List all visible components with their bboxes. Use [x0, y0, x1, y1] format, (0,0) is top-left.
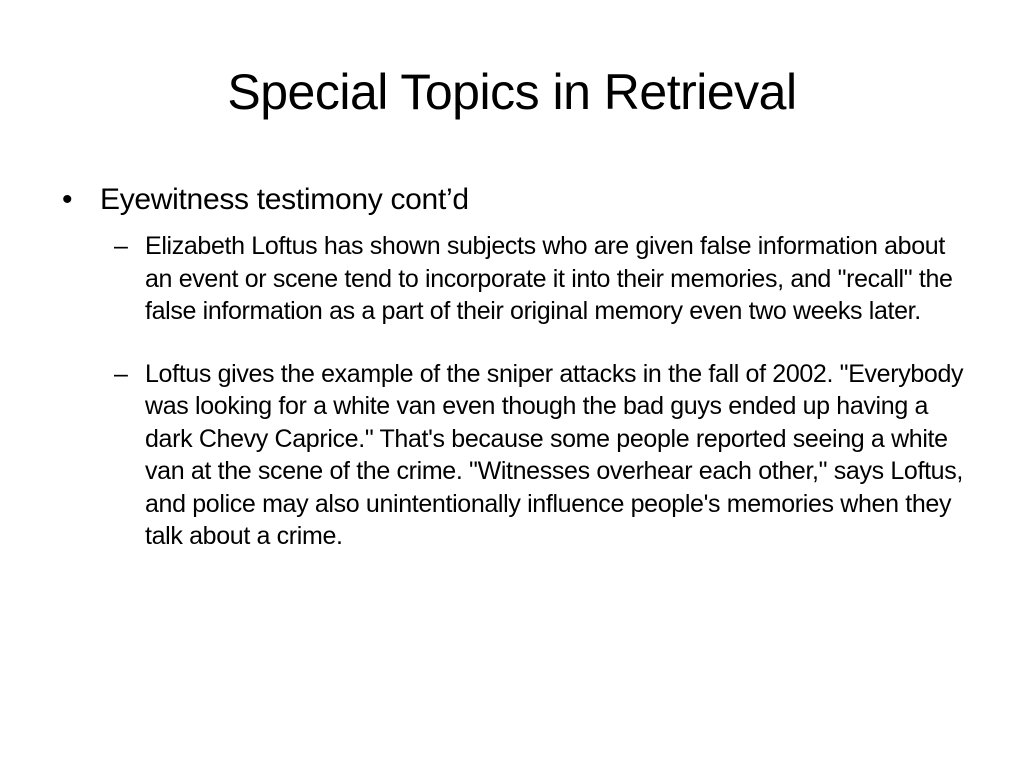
sub-bullet-text: Elizabeth Loftus has shown subjects who are given false information about an event or scene tend to incorporate it into their memories, and "recall" the false information as a part of their original memory even two weeks later. [145, 232, 953, 325]
bullet-item [60, 182, 970, 218]
bullet-marker: • [62, 183, 73, 216]
dash-marker: – [114, 359, 128, 388]
sub-bullet-list [60, 230, 970, 553]
sub-bullet-item [60, 358, 970, 553]
sub-bullet-item [60, 230, 970, 328]
dash-marker: – [114, 232, 128, 260]
slide-content [60, 182, 970, 583]
bullet-text: Eyewitness testimony cont’d [100, 183, 469, 216]
sub-bullet-text: Loftus gives the example of the sniper attacks in the fall of 2002. "Everybody was looking for a white van even though the bad guys ended up having a dark Chevy Caprice." That's because some people reported seeing a white van at the scene of the crime. "Witnesses overhear each other," says Loftus, and police may also unintentionally influence people's memories when they talk about a crime. [145, 359, 964, 550]
slide-title: Special Topics in Retrieval [227, 64, 797, 120]
